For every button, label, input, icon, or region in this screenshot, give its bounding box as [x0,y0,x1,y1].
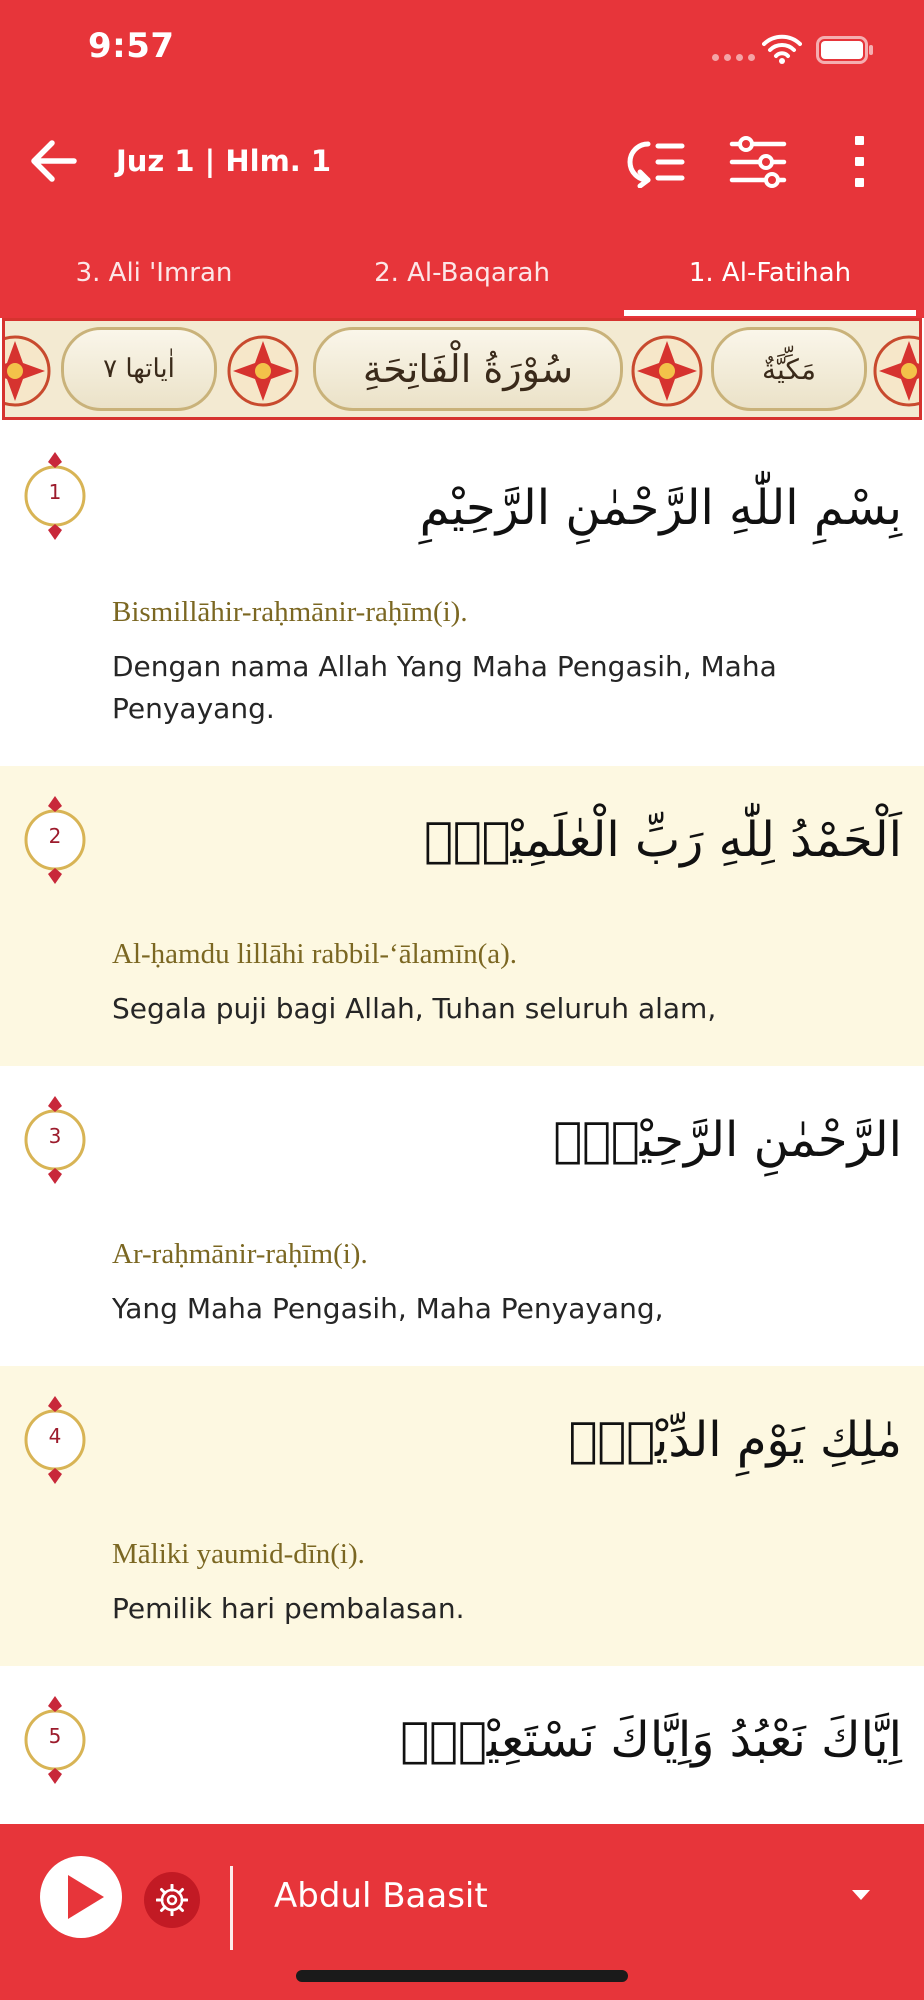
status-bar [0,0,924,100]
verse-number: 2 [48,824,62,848]
verse-item[interactable] [0,1366,924,1666]
page-title: Juz 1 | Hlm. 1 [116,144,332,178]
verse-translation: Yang Maha Pengasih, Maha Penyayang, [112,1292,664,1325]
app-bar [0,110,924,210]
surah-tabs [0,240,924,318]
battery-icon [816,36,874,64]
play-icon [62,1873,106,1921]
ornament-rosette-icon [2,331,55,411]
verse-arabic: الرَّحْمٰنِ الرَّحِيْمِۙ [553,1112,902,1168]
verse-transliteration: Māliki yaumid-dīn(i). [112,1538,365,1570]
audio-settings-button[interactable] [144,1872,200,1928]
ayah-count-label: اٰياتها ٧ [61,327,217,411]
verse-item[interactable] [0,1066,924,1366]
verse-arabic: بِسْمِ اللّٰهِ الرَّحْمٰنِ الرَّحِيْمِ [419,480,902,536]
verse-translation: Dengan nama Allah Yang Maha Pengasih, Maha Penyayang. [112,650,777,725]
jump-list-icon[interactable] [626,136,686,188]
more-vertical-icon[interactable] [830,136,890,188]
audio-divider [230,1866,233,1950]
cellular-signal-icon [712,54,755,61]
top-app-bar [0,0,924,318]
verse-transliteration: Al-ḥamdu lillāhi rabbil-‘ālamīn(a). [112,938,518,970]
verse-arabic: اِيَّاكَ نَعْبُدُ وَاِيَّاكَ نَسْتَعِيْنُۗ [400,1712,902,1768]
surah-banner-frame [2,318,922,420]
home-indicator[interactable] [296,1970,628,1982]
tab-al-baqarah[interactable]: 2. Al-Baqarah [374,258,550,288]
verse-arabic: اَلْحَمْدُ لِلّٰهِ رَبِّ الْعٰلَمِيْنَۙ [424,812,902,868]
verse-list[interactable] [0,422,924,1824]
verse-number: 4 [48,1424,62,1448]
gear-icon [156,1884,188,1916]
status-time: 9:57 [88,26,175,66]
verse-item[interactable] [0,422,924,766]
verse-transliteration: Ar-raḥmānir-raḥīm(i). [112,1238,368,1270]
verse-translation: Segala puji bagi Allah, Tuhan seluruh alam, [112,992,717,1025]
verse-arabic: مٰلِكِ يَوْمِ الدِّيْنِۗ [568,1412,902,1468]
ornament-rosette-icon [223,331,303,411]
sliders-icon[interactable] [728,136,788,188]
verse-item[interactable] [0,766,924,1066]
reciter-dropdown[interactable] [250,1860,890,1940]
surah-name-calligraphy: سُوْرَةُ الْفَاتِحَةِ [313,327,623,411]
verse-number: 5 [48,1724,62,1748]
verse-number: 3 [48,1124,62,1148]
revelation-place-label: مَكِّيَّةٌ [711,327,867,411]
ornament-rosette-icon [869,331,922,411]
verse-item[interactable] [0,1666,924,1824]
verse-translation: Pemilik hari pembalasan. [112,1592,465,1625]
play-button[interactable] [40,1856,122,1938]
tab-al-fatihah[interactable]: 1. Al-Fatihah [616,240,924,318]
wifi-icon [762,34,802,64]
ornament-rosette-icon [627,331,707,411]
chevron-down-icon [852,1890,870,1900]
verse-number: 1 [48,480,62,504]
tab-ali-imran[interactable]: 3. Ali 'Imran [75,258,233,288]
surah-banner [0,318,924,422]
verse-transliteration: Bismillāhir-raḥmānir-raḥīm(i). [112,596,468,628]
back-arrow-icon[interactable] [28,138,78,184]
reciter-name: Abdul Baasit [274,1876,488,1916]
